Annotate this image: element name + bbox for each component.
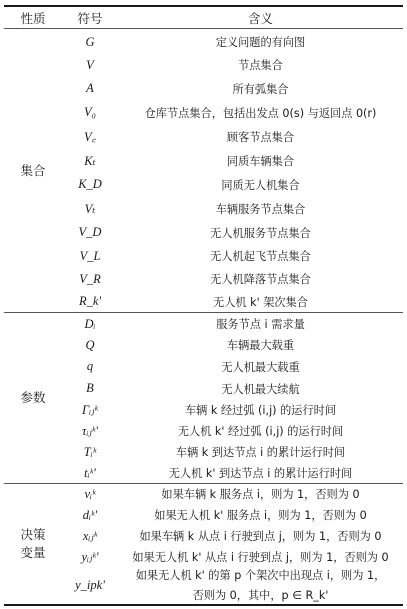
symbol-cell: K_D: [78, 177, 102, 191]
header-category: 性质: [20, 10, 46, 26]
meaning-cell: 无人机最大载重: [221, 360, 300, 374]
meaning-cell: 同质车辆集合: [226, 154, 295, 168]
symbol-cell: Tᵢᵏ: [83, 444, 97, 459]
sets-params-divider: [4, 312, 403, 313]
group-params-label: 参数: [20, 390, 46, 405]
symbol-cell: Q: [85, 337, 95, 352]
symbol-cell: Dᵢ: [84, 316, 96, 331]
meaning-cell: 无人机起飞节点集合: [210, 250, 311, 263]
header-symbol: 符号: [77, 10, 103, 26]
symbol-cell: vᵢᵏ: [84, 486, 96, 501]
symbol-cell: V_R: [79, 271, 101, 286]
symbol-cell: y_ipk': [75, 578, 105, 592]
meaning-cell: 车辆 k 经过弧 (i,j) 的运行时间: [184, 404, 337, 417]
meaning-cell: 车辆服务节点集合: [215, 202, 306, 216]
meaning-cell: 无人机 k' 到达节点 i 的累计运行时间: [168, 467, 353, 480]
meaning-cell: 如果车辆 k 从点 i 行驶到点 j，则为 1，否则为 0: [139, 530, 382, 543]
meaning-cell: 顾客节点集合: [226, 130, 295, 144]
meaning-cell: 无人机服务节点集合: [210, 226, 311, 240]
symbol-cell: V꜀: [84, 130, 96, 144]
symbol-cell: q: [86, 359, 94, 373]
meaning-cell: 仓库节点集合，包括出发点 0(s) 与返回点 0(r): [144, 106, 377, 120]
symbol-cell: τᵢⱼᵏ': [82, 424, 98, 438]
symbol-cell: V₀: [84, 105, 96, 119]
symbol-cell: V_L: [79, 248, 101, 263]
symbol-cell: A: [86, 81, 94, 95]
meaning-cell-multiline: [118, 568, 403, 603]
meaning-cell: 车辆 k 到达节点 i 的累计运行时间: [175, 446, 346, 459]
group-decision-vars-label: [4, 484, 62, 604]
symbol-cell: Γᵢⱼᵏ: [82, 403, 98, 417]
header-rule: [4, 28, 403, 29]
notation-table: [4, 5, 403, 606]
group-decision-vars-line2: 变量: [20, 545, 46, 560]
meaning-cell: 如果无人机 k' 服务点 i，则为 1，否则为 0: [154, 509, 367, 522]
symbol-cell: Kₜ: [84, 153, 96, 168]
symbol-cell: V: [86, 57, 94, 72]
meaning-line: 如果无人机 k' 的第 p 个架次中出现点 i，则为 1，: [135, 568, 386, 582]
meaning-cell: 无人机 k' 架次集合: [213, 295, 308, 309]
header-meaning: 含义: [247, 10, 273, 26]
symbol-cell: tᵢᵏ': [84, 465, 96, 480]
meaning-cell: 定义问题的有向图: [215, 36, 306, 49]
symbol-cell: dᵢᵏ': [82, 507, 98, 522]
symbol-cell: G: [85, 34, 95, 49]
meaning-cell: 所有弧集合: [232, 82, 289, 96]
meaning-cell: 如果无人机 k' 从点 i 行驶到点 j，则为 1，否则为 0: [132, 551, 389, 564]
meaning-cell: 无人机最大续航: [221, 382, 300, 396]
meaning-line: 否则为 0，其中，p ∈ R_k': [192, 588, 329, 602]
symbol-cell: xᵢⱼᵏ: [82, 529, 98, 543]
symbol-cell: R_k': [78, 294, 102, 308]
meaning-cell: 节点集合: [238, 59, 283, 72]
meaning-cell: 如果车辆 k 服务点 i，则为 1，否则为 0: [161, 488, 360, 501]
symbol-cell: yᵢⱼᵏ': [81, 550, 99, 564]
meaning-cell: 服务节点 i 需求量: [216, 318, 305, 331]
group-sets-label: 集合: [20, 162, 46, 178]
meaning-cell: 无人机 k' 经过弧 (i,j) 的运行时间: [177, 425, 344, 438]
meaning-cell: 无人机降落节点集合: [210, 273, 311, 286]
symbol-cell: Vₜ: [84, 201, 96, 216]
symbol-cell: V_D: [78, 225, 102, 239]
group-decision-vars-line1: 决策: [20, 527, 46, 542]
symbol-cell: B: [86, 381, 94, 395]
meaning-cell: 车辆最大载重: [226, 339, 295, 352]
meaning-cell: 同质无人机集合: [221, 178, 300, 192]
